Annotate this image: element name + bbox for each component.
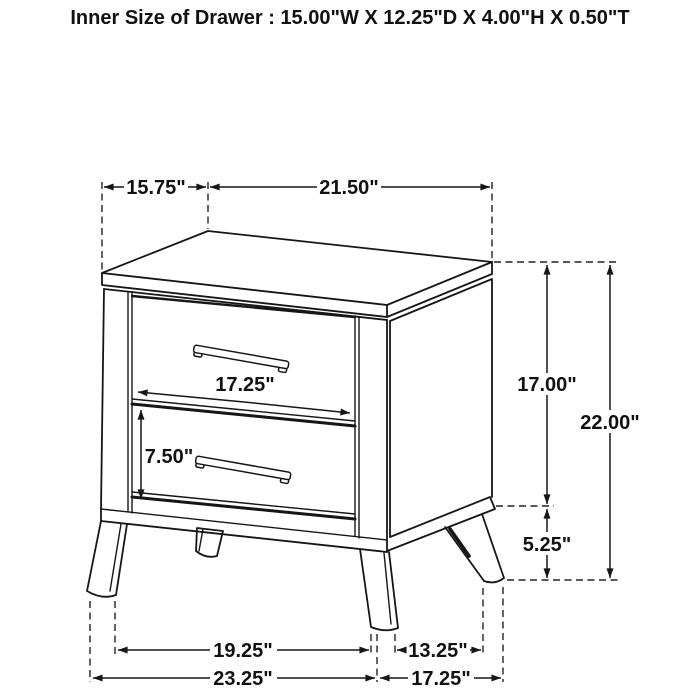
bottom-drawer [132,492,355,519]
dimension-labels [126,177,640,690]
dim-label-leg-height: 5.25" [522,534,572,556]
cabinet-side-face [387,279,495,551]
top-drawer-handle-icon [193,345,290,373]
bottom-drawer-handle-icon [195,456,292,484]
dimension-lines [93,187,610,678]
front-right-leg [360,549,398,630]
dim-label-top-depth: 15.75" [126,177,186,199]
dim-label-overall-height: 22.00" [580,412,640,434]
dim-label-side-overall-depth: 17.25" [411,668,471,690]
dim-label-front-feet-span: 19.25" [213,640,273,662]
dim-label-drawer-width: 17.25" [215,374,275,396]
diagram-title: Inner Size of Drawer : 15.00"W X 12.25"D X 4.00"H X 0.50"T [70,7,630,29]
dim-label-side-feet-span: 13.25" [408,640,468,662]
nightstand-outline [87,231,504,630]
front-left-leg [87,521,127,597]
dim-label-bottom-drawer-height: 7.50" [144,446,194,468]
dim-label-top-width: 21.50" [319,177,379,199]
top-panel [102,231,492,317]
dim-label-front-overall-width: 23.25" [213,668,273,690]
extension-lines [90,182,618,682]
dim-label-case-height: 17.00" [517,374,577,396]
